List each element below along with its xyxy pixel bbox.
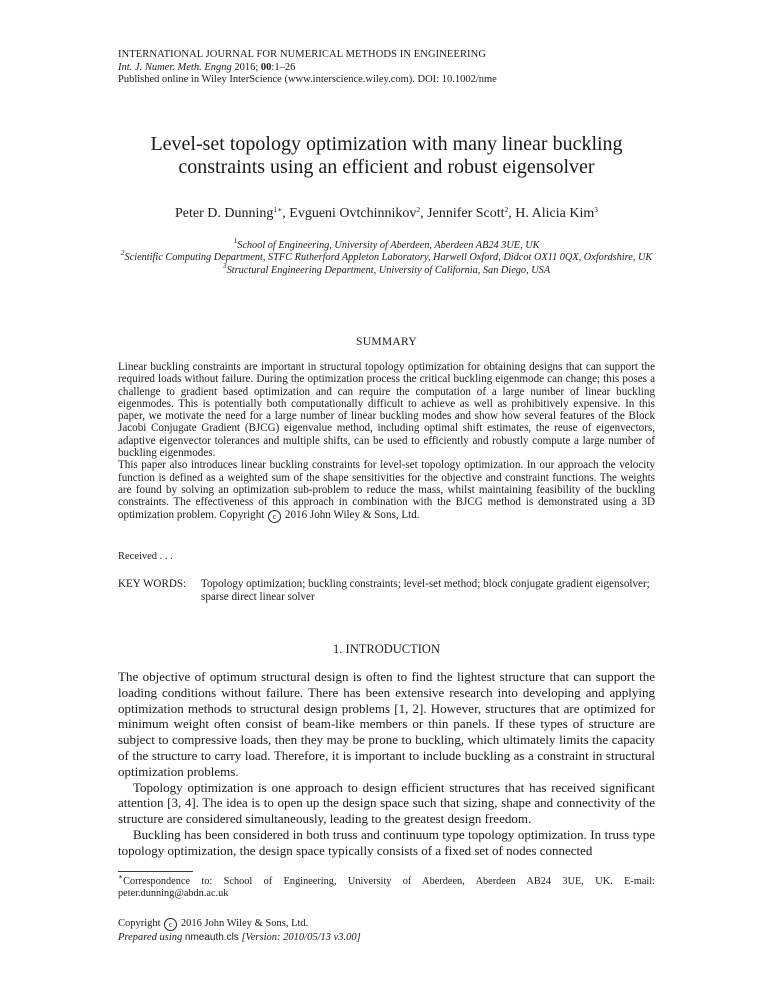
- citation-abbrev: Int. J. Numer. Meth. Engng: [118, 61, 232, 73]
- author-name: Peter D. Dunning: [175, 206, 274, 221]
- affiliation-sup: 3: [222, 260, 227, 270]
- author-separator: ,: [508, 206, 516, 221]
- keywords: [118, 578, 655, 604]
- footer-copyright-prefix: Copyright: [118, 918, 161, 929]
- citation-line: [118, 62, 497, 75]
- author: [515, 206, 598, 221]
- footnote: [118, 872, 655, 900]
- author-sup: 3: [594, 205, 598, 214]
- author-sup: 2: [504, 205, 509, 214]
- author-name: Jennifer Scott: [427, 206, 505, 221]
- footnote-rule: [118, 871, 193, 872]
- summary-heading: SUMMARY: [356, 336, 417, 348]
- keywords-text: Topology optimization; buckling constraints; level-set method; block conjugate gradient eigensolver; sparse direct linear solver: [201, 578, 650, 603]
- introduction-body: [118, 669, 655, 859]
- affiliation-text: School of Engineering, University of Aberdeen, Aberdeen AB24 3UE, UK: [237, 240, 540, 251]
- footer-prepared: [118, 931, 361, 944]
- author: [289, 206, 427, 221]
- body-paragraph: Topology optimization is one approach to design efficient structures that has received significant attention [3, 4]. The idea is to open up the design space such that sizing, shape and connectivity of the structure are considered simultaneously, leading to the greatest design freedom.: [118, 779, 655, 827]
- abstract-paragraph: Linear buckling constraints are important in structural topology optimization for obtaining designs that can support the required loads without failure. During the optimization process the critical buckling eigenmode can change; this poses a challenge to gradient based optimization and can require the computation of a large number of linear buckling eigenmodes. This is potentially both computationally difficult to achieve as well as prohibitively expensive. In this paper, we motivate the need for a large number of linear buckling modes and show how several features of the Block Jacobi Conjugate Gradient (BJCG) eigenvalue method, including optimal shift estimates, the reuse of eigenvectors, adaptive eigenvector tolerances and multiple shifts, can be used to efficiently and robustly compute a large number of buckling eigenmodes.: [118, 361, 655, 460]
- footnote-text: [118, 872, 655, 900]
- body-paragraph: The objective of optimum structural design is often to find the lightest structure that can support the loading conditions without failure. There has been extensive research into developing and applying optimization methods to structural design problems [1, 2]. However, structures that are optimized for minimum weight often consist of beam-like members or thin panels. If these types of structure are subject to compressive loads, then they may be prone to buckling, which ultimately limits the capacity of the structure to carry load. Therefore, it is important to include buckling as a constraint in structural optimization problems.: [118, 669, 655, 779]
- abstract: [118, 361, 655, 523]
- journal-name: INTERNATIONAL JOURNAL FOR NUMERICAL METHODS IN ENGINEERING: [118, 49, 487, 60]
- paper-title: [100, 133, 673, 179]
- footer-copyright: [118, 917, 361, 931]
- author-separator: ,: [282, 206, 290, 221]
- received-line: Received . . .: [118, 551, 173, 562]
- copyright-icon: c: [268, 510, 281, 523]
- footnote-body: Correspondence to: School of Engineering, University of Aberdeen, Aberdeen AB24 3UE, UK. E-mail: peter.dunning@abdn.ac.uk: [118, 876, 655, 900]
- page-footer: [118, 917, 361, 944]
- published-line: Published online in Wiley InterScience (www.interscience.wiley.com). DOI: 10.1002/nme: [118, 74, 497, 85]
- abstract-text: This paper also introduces linear buckling constraints for level-set topology optimization. In our approach the velocity function is defined as a weighted sum of the shape sensitivities for the objective and constraint functions. The weights are found by solving an optimization sub-problem to reduce the mass, whilst maintaining feasibility of the buckling constraints. The effectiveness of this approach in combination with the BJCG method is demonstrated using a 3D optimization problem. Copyright: [118, 459, 655, 521]
- abstract-copyright: 2016 John Wiley & Sons, Ltd.: [284, 508, 420, 521]
- citation-volume: 00: [260, 61, 272, 73]
- author-list: [100, 205, 673, 222]
- abstract-paragraph: [118, 459, 655, 522]
- footnote-marker: ∗: [118, 872, 124, 881]
- copyright-icon: c: [164, 918, 177, 931]
- affiliation-sup: 1: [233, 236, 238, 245]
- author-sup: 2: [416, 205, 421, 214]
- footer-cls-name: nmeauth.cls: [184, 932, 239, 943]
- affiliation: [118, 248, 655, 264]
- affiliation: [118, 236, 655, 252]
- author: [427, 206, 515, 221]
- affiliations: [118, 236, 655, 277]
- section-heading: 1. INTRODUCTION: [333, 642, 440, 656]
- affiliation-text: Structural Engineering Department, University of California, San Diego, USA: [226, 264, 551, 276]
- author-name: H. Alicia Kim: [515, 206, 595, 221]
- author: [175, 206, 289, 221]
- footer-prepared-prefix: Prepared using: [118, 932, 183, 943]
- author-separator: ,: [420, 206, 428, 221]
- title-line-1: Level-set topology optimization with many linear buckling: [150, 133, 623, 155]
- affiliation-text: Scientific Computing Department, STFC Rutherford Appleton Laboratory, Harwell Oxford, Didcot OX11 0QX, Oxfordshire, UK: [124, 252, 653, 264]
- affiliation-sup: 2: [120, 248, 125, 258]
- citation-year: 2016;: [234, 61, 259, 73]
- keywords-label: KEY WORDS:: [118, 578, 187, 590]
- title-line-2: constraints using an efficient and robust eigensolver: [178, 156, 595, 178]
- author-sup: 1∗: [273, 205, 283, 214]
- citation-pages: :1–26: [271, 61, 296, 73]
- journal-header: [118, 49, 497, 87]
- footer-version: [Version: 2010/05/13 v3.00]: [241, 932, 361, 943]
- footer-copyright-tail: 2016 John Wiley & Sons, Ltd.: [180, 918, 309, 929]
- affiliation: [118, 260, 655, 277]
- author-name: Evgueni Ovtchinnikov: [289, 206, 417, 221]
- body-paragraph: Buckling has been considered in both truss and continuum type topology optimization. In truss type topology optimization, the design space typically consists of a fixed set of nodes connected: [118, 826, 655, 858]
